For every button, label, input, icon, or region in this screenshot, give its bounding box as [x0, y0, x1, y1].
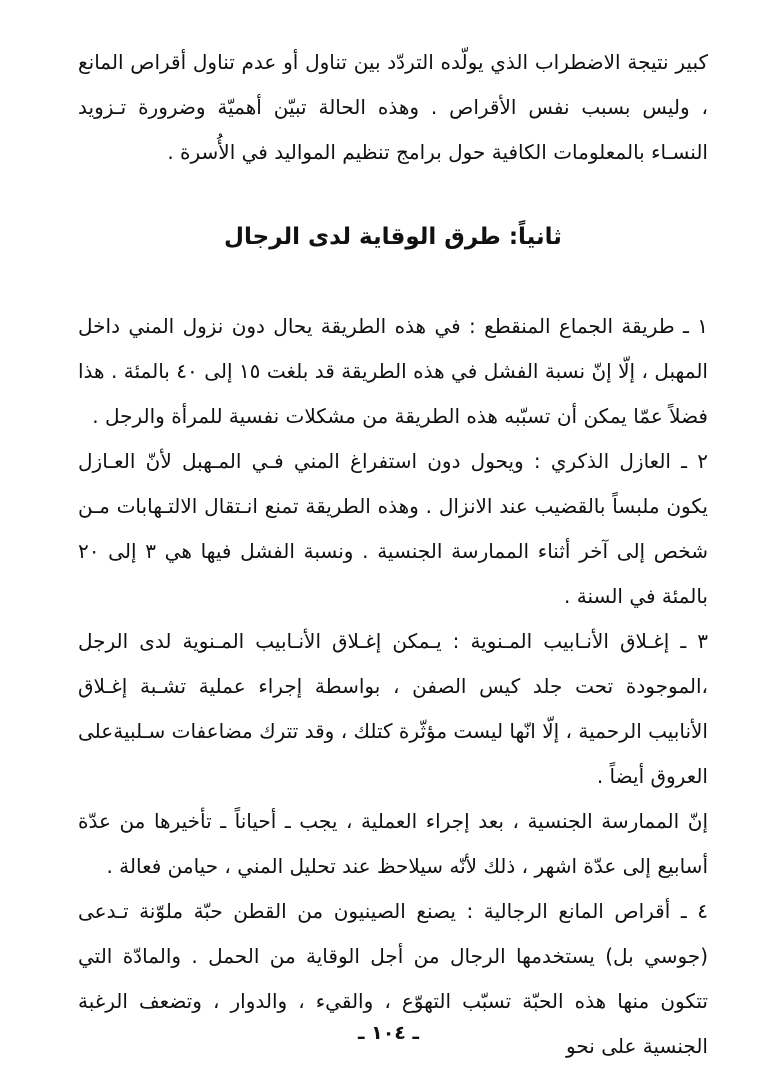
- paragraph-withdrawal-method: ١ ـ طريقة الجماع المنقطع : في هذه الطريقة يحال دون نزول المني داخل المهبل ، إلّا إنّ نسبة الفشل في هذه الطريقة قد بلغت ١٥ إلى ٤٠ بالمئة . هذا فضلاً عمّا يمكن أن تسبّبه هذه الطريقة من مشكلات نفسية للمرأة والرجل .: [78, 314, 708, 428]
- paragraph-condom: ٢ ـ العازل الذكري : ويحول دون استفراغ المني فـي المـهبل لأنّ العـازل يكون ملبساً بالقضيب عند الانزال . وهذه الطريقة تمنع انـتقال الالتـهابات مـن شخص إلى آخر أثناء الممارسة الجنسية . ونسبة الفشل فيها هي ٣ إلى ٢٠ بالمئة في السنة .: [78, 449, 708, 608]
- page-number: ـ ١٠٤ ـ: [357, 1022, 419, 1044]
- spacer: [78, 257, 708, 304]
- intro-paragraph: كبير نتيجة الاضطراب الذي يولّده التردّد بين تناول أو عدم تناول أقراص المانع ، وليس بسبب نفس الأقراص . وهذه الحالة تبيّن أهميّة وضرورة تـزويد النسـاء بالمعلومات الكافية حول برامج تنظيم المواليد في الأُسرة .: [78, 50, 708, 164]
- paragraph-vasectomy: ٣ ـ إغـلاق الأنـابيب المـنوية : يـمكن إغـلاق الأنـابيب المـنوية لدى الرجل ،الموجودة تحت جلد كيس الصفن ، بواسطة إجراء عملية تشـبة إغـلاق الأنابيب الرحمية ، إلّا انّها ليست مؤثّرة كتلك ، وقد تترك مضاعفات سـلبيةعلى العروق أيضاً .: [78, 629, 708, 788]
- paragraph-male-pills: ٤ ـ أقراص المانع الرجالية : يصنع الصينيون من القطن حبّة ملوّنة تـدعى (جوسي بل) يستخدمها الرجال من أجل الوقاية من الحمل . والمادّة التي تتكون منها هذه الحبّة تسبّب التهوّع ، والقيء ، والدوار ، وتضعف الرغبة الجنسية على نحو: [78, 899, 708, 1058]
- document-page: [78, 40, 708, 1058]
- section-title: ثانياً: طرق الوقاية لدى الرجال: [224, 224, 562, 250]
- spacer: [78, 175, 708, 217]
- paragraph-post-surgery: إنّ الممارسة الجنسية ، بعد إجراء العملية ، يجب ـ أحياناً ـ تأخيرها من عدّة أسابيع إلى عدّة اشهر ، ذلك لأنّه سيلاحظ عند تحليل المني ، حيامن فعالة .: [78, 809, 708, 878]
